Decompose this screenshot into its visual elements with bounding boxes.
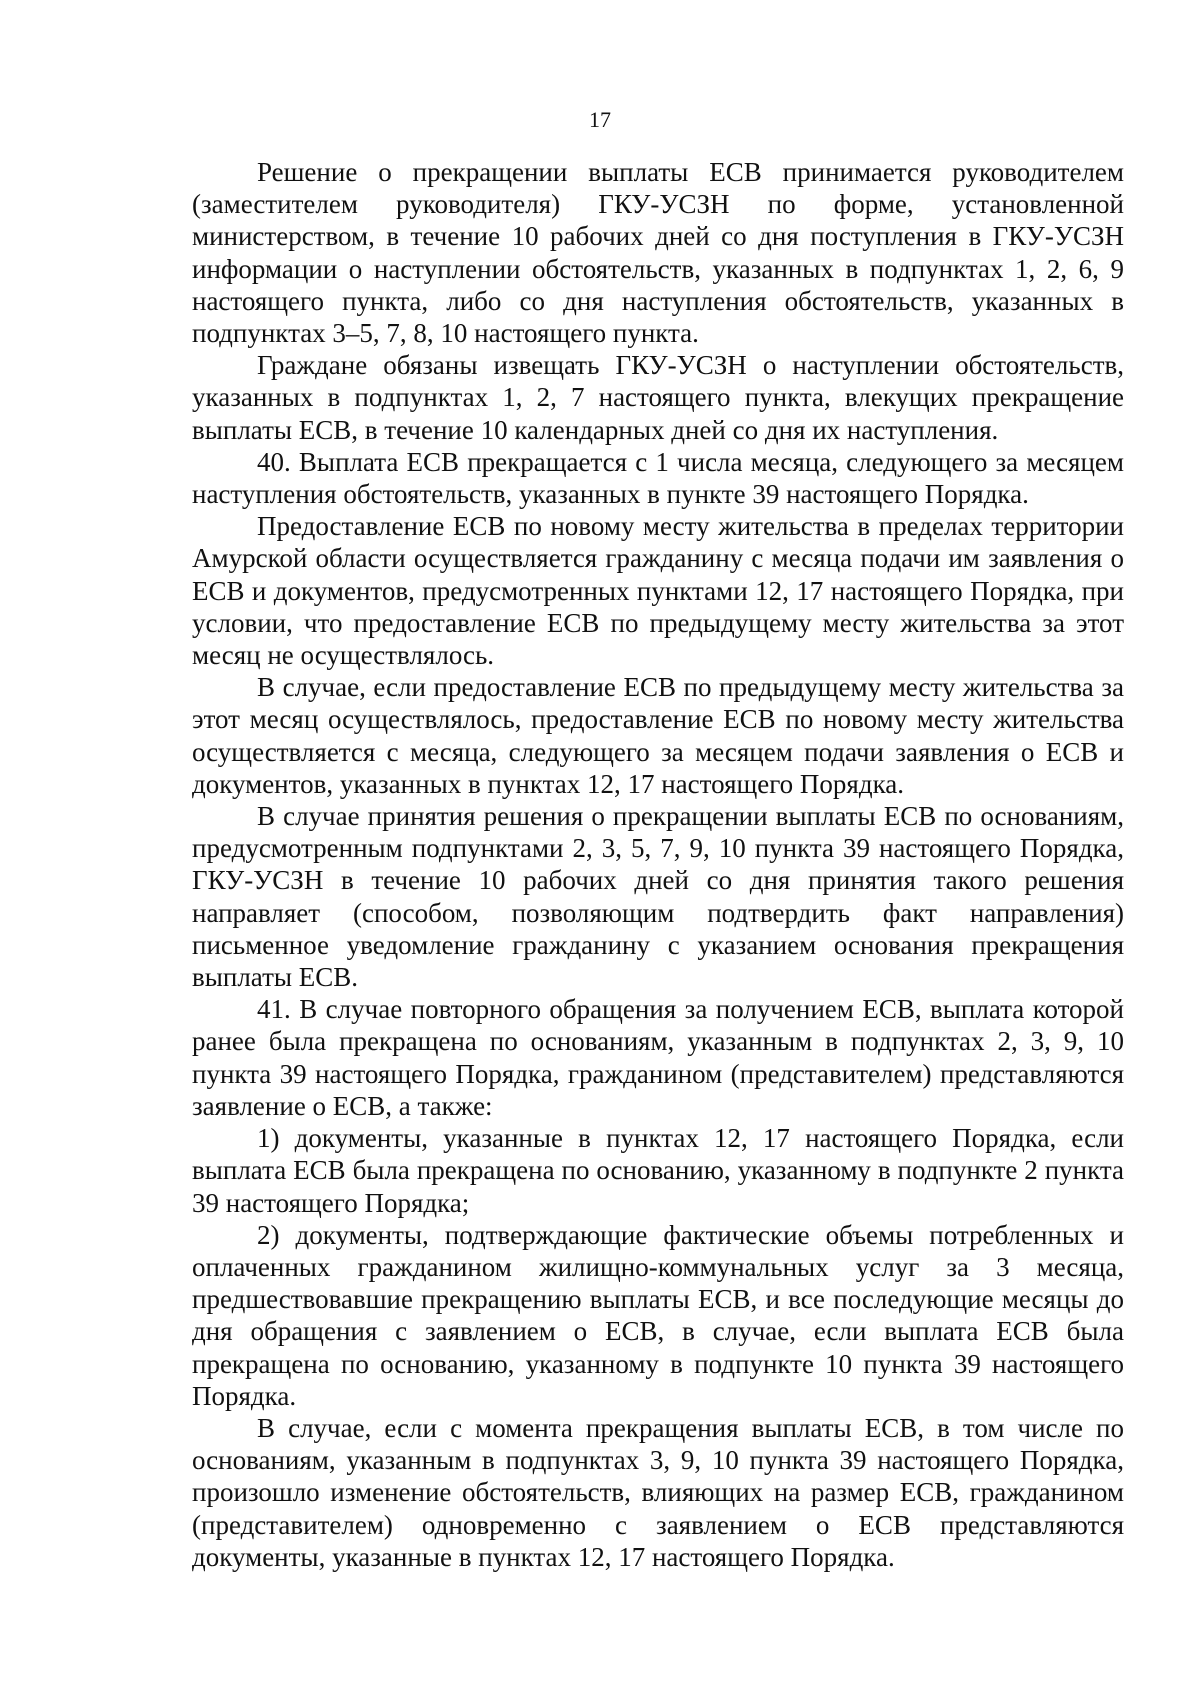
paragraph-new-residence: Предоставление ЕСВ по новому месту жительства в пределах территории Амурской области осуществляется гражданину с месяца подачи им заявления о ЕСВ и документов, предусмотренных пунктами 12, 17 настоящего Порядка, при условии, что предоставление ЕСВ по предыдущему месту жительства за этот месяц не осуществлялось. xyxy=(192,511,1124,671)
page-number: 17 xyxy=(589,107,611,132)
paragraph-clause-40: 40. Выплата ЕСВ прекращается с 1 числа месяца, следующего за месяцем наступления обстоятельств, указанных в пункте 39 настоящего Порядка. xyxy=(192,446,1124,510)
list-item-2: 2) документы, подтверждающие фактические объемы потребленных и оплаченных гражданином жилищно-коммунальных услуг за 3 месяца, предшествовавшие прекращению выплаты ЕСВ, и все последующие месяцы до дня обращения с заявлением о ЕСВ, в случае, если выплата ЕСВ была прекращена по основанию, указанному в подпункте 10 пункта 39 настоящего Порядка. xyxy=(192,1219,1124,1411)
paragraph-notification: В случае принятия решения о прекращении выплаты ЕСВ по основаниям, предусмотренным подпунктами 2, 3, 5, 7, 9, 10 пункта 39 настоящего Порядка, ГКУ-УСЗН в течение 10 рабочих дней со дня принятия такого решения направляет (способом, позволяющим подтвердить факт направления) письменное уведомление гражданину с указанием основания прекращения выплаты ЕСВ. xyxy=(192,801,1124,993)
paragraph-decision-termination: Решение о прекращении выплаты ЕСВ принимается руководителем (заместителем руководителя) ГКУ-УСЗН по форме, установленной министерством, в течение 10 рабочих дней со дня поступления в ГКУ-УСЗН информации о наступлении обстоятельств, указанных в подпунктах 1, 2, 6, 9 настоящего пункта, либо со дня наступления обстоятельств, указанных в подпунктах 3–5, 7, 8, 10 настоящего пункта. xyxy=(192,157,1124,349)
paragraph-change-circumstances: В случае, если с момента прекращения выплаты ЕСВ, в том числе по основаниям, указанным в подпунктах 3, 9, 10 пункта 39 настоящего Порядка, произошло изменение обстоятельств, влияющих на размер ЕСВ, гражданином (представителем) одновременно с заявлением о ЕСВ представляются документы, указанные в пунктах 12, 17 настоящего Порядка. xyxy=(192,1412,1124,1572)
paragraph-clause-41: 41. В случае повторного обращения за получением ЕСВ, выплата которой ранее была прекращена по основаниям, указанным в подпунктах 2, 3, 9, 10 пункта 39 настоящего Порядка, гражданином (представителем) представляются заявление о ЕСВ, а также: xyxy=(192,994,1124,1121)
list-item-1: 1) документы, указанные в пунктах 12, 17 настоящего Порядка, если выплата ЕСВ была прекращена по основанию, указанному в подпункте 2 пункта 39 настоящего Порядка; xyxy=(192,1123,1124,1218)
document-body xyxy=(192,156,1124,1573)
paragraph-citizens-obligation: Граждане обязаны извещать ГКУ-УСЗН о наступлении обстоятельств, указанных в подпунктах 1, 2, 7 настоящего пункта, влекущих прекращение выплаты ЕСВ, в течение 10 календарных дней со дня их наступления. xyxy=(192,350,1124,445)
paragraph-previous-residence: В случае, если предоставление ЕСВ по предыдущему месту жительства за этот месяц осуществлялось, предоставление ЕСВ по новому месту жительства осуществляется с месяца, следующего за месяцем подачи заявления о ЕСВ и документов, указанных в пунктах 12, 17 настоящего Порядка. xyxy=(192,672,1124,799)
